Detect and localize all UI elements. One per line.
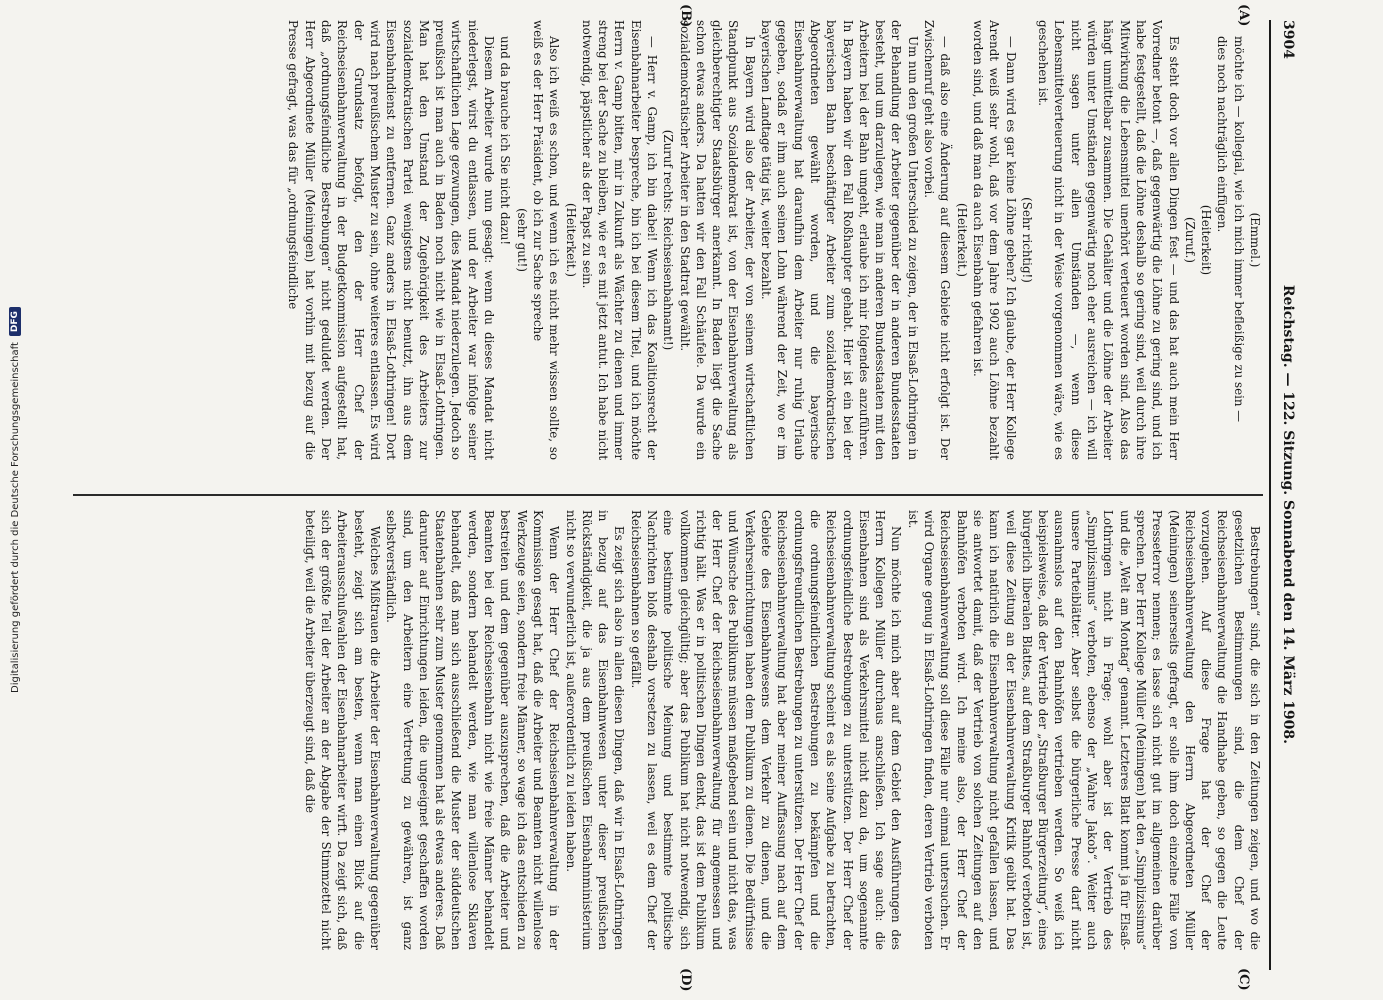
paragraph: (Zuruf.) <box>1182 217 1197 263</box>
paragraph: Es zeigt sich also in allen diesen Dingen, daß wir in Elsaß-Lothringen in bezug auf das Eisenbahnwesen unter dieser preußischen Rückständigkeit, die ja aus dem preußischen Eisenbahnministerium nicht so verwunderlich ist, außerordentlich zu leiden haben. <box>563 510 627 950</box>
header-rule <box>1269 20 1271 970</box>
paragraph: — Dann wird es gar keine Löhne geben? Ich glaube, der Herr Kollege Arendt weiß sehr wohl, daß vor dem Jahre 1902 auch Löhne bezahlt worden sind, und daß man da auch Eisenbahn gefahren ist. <box>970 20 1018 460</box>
left-text-column <box>73 20 1263 460</box>
paragraph: (Zuruf rechts: Reichseisenbahnamt!) <box>661 129 676 351</box>
paragraph: Bestrebungen“ sind, die sich in den Zeitungen zeigen, und wo die gesetzlichen Bestimmungen sind, die dem Chef der Reichseisenbahnverwaltung die Handhabe geben, so gegen die Leute vorzugehen. Auf diese Frage hat der Chef der Reichseisenbahnverwaltung den Herrn Abgeordneten Müller (Meiningen) seinerseits gefragt, er solle ihm doch einzelne Fälle von Presseterror nennen; es lasse sich nicht gut im allgemeinen darüber sprechen. Der Herr Kollege Müller (Meiningen) hat den „Simplizissimus“ und die „Welt am Montag“ genannt. Letzteres Blatt kommt ja für Elsaß-Lothringen nicht in Frage; wohl aber ist der Vertrieb des „Simplizissimus“ verboten, ebenso der „Wahre Jakob“. Weiter auch unsere Parteiblätter. Aber selbst die bürgerliche Presse darf nicht ausnahmslos auf den Bahnhöfen vertrieben werden. So weiß ich beispielsweise, daß der Vertrieb der „Straßburger Bürgerzeitung“, eines bürgerlich liberalen Blattes, auf dem Straßburger Bahnhof verboten ist, weil diese Zeitung an der Eisenbahnverwaltung Kritik geübt hat. Das kann ich natürlich die Eisenbahnverwaltung nicht gefallen lassen, und sie antwortet damit, daß der Vertrieb von solchen Zeitungen auf den Bahnhöfen verboten wird. Ich meine also, der Herr Chef der Reichseisenbahnverwaltung soll diese Fälle nur einmal untersuchen. Er wird Organe genug in Elsaß-Lothringen finden, deren Vertrieb verboten ist. <box>905 510 1262 950</box>
paragraph: (Emmel.) <box>1248 212 1262 268</box>
paragraph: Welches Mißtrauen die Arbeiter der Eisenbahnverwaltung gegenüber besteht, zeigt sich am besten, wenn man einen Blick auf die Arbeiterausschußwahlen der Eisenbahnarbeiter wirft. Da zeigt sich, daß sich der größte Teil der Arbeiter an der Abgabe der Stimmzettel nicht beteiligt, weil die Arbeiter überzeugt sind, daß die <box>302 510 382 950</box>
page-number: 3904 <box>1280 20 1296 59</box>
paragraph: möchte ich — kollegial, wie ich mich immer befleißige zu sein — <box>1231 36 1246 423</box>
paragraph: Um nun den großen Unterschied zu zeigen, der in Elsaß-Lothringen in der Behandlung der Arbeiter gegenüber der in anderen Bundesstaaten besteht, und um darzulegen, wie man in anderen Bundesstaaten mit den Arbeitern bei der Bahn umgeht, erlaube ich mir folgendes anzuführen. In Bayern haben wir den Fall Roßhaupter gehabt. Hier ist ein bei der bayerischen Bahn beschäftigter Arbeiter zum sozialdemokratischen Abgeordneten gewählt worden, und die bayerische Eisenbahnverwaltung hat daraufhin dem Arbeiter nur ruhig Urlaub gegeben, sodaß er ihm auch seinen Lohn während der Zeit, wo er im bayerischen Landtage tätig ist, weiter bezahlt. <box>759 20 920 460</box>
margin-mark-b: (B) <box>678 4 693 28</box>
paragraph: (Heiterkeit.) <box>563 202 578 277</box>
dfg-logo: DFG <box>9 307 21 336</box>
paragraph: — Herr v. Gamp, ich bin dabei! Wenn ich das Koalitionsrecht der Eisenbahnarbeiter bespreche, bin ich bei diesem Titel, und ich möchte Herrn v. Gamp bitten, mir in Zukunft als Wächter zu dienen und immer streng bei der Sache zu bleiben, wie er es mit jetzt antut. Ich habe nicht notwendig, päpstlicher als der Papst zu sein. <box>579 20 660 460</box>
running-title: Reichstag. — 122. Sitzung. Sonnabend den 14. März 1908. <box>1280 284 1296 745</box>
column-divider <box>73 494 1263 496</box>
margin-mark-c: (C) <box>1236 968 1251 991</box>
paragraph: Diesem Arbeiter wurde nun gesagt: wenn du dieses Mandat nicht niederlegst, wirst du entlassen, und der Arbeiter war infolge seiner wirtschaftlichen Lage gezwungen, dies Mandat niederzulegen. Jedoch so preußisch ist man auch in Baden noch nicht wie in Elsaß-Lothringen. Man hat den Umstand der Zugehörigkeit des Arbeiters zur sozialdemokratischen Partei wenigstens nicht benutzt, ihn aus dem Eisenbahndienst zu entfernen. Ganz anders in Elsaß-Lothringen! Dort wird nach preußischem Muster zu sein, ohne weiteres entlassen. Es wird der Grundsatz befolgt, den der Herr Chef der Reichseisenbahnverwaltung in der Budgetkommission aufgestellt hat, daß „ordnungsfeindliche Bestrebungen“ nicht geduldet werden. Der Herr Abgeordnete Müller (Meiningen) hat vorhin mit bezug auf die Presse gefragt, was das für „ordnungsfeindliche <box>286 20 497 460</box>
paragraph: — daß also eine Änderung auf diesem Gebiete nicht erfolgt ist. Der Zwischenruf geht also vorbei. <box>922 20 953 460</box>
paragraph: (Heiterkeit.) <box>954 202 969 277</box>
right-text-column <box>73 510 1263 950</box>
footer-credit: Digitalisierung gefördert durch die Deutsche Forschungsgemeinschaft <box>9 342 21 693</box>
paragraph: Nun möchte ich mich aber auf dem Gebiet den Ausführungen des Herrn Kollegen Müller durchaus anschließen. Ich sage auch: die Eisenbahnen sind als Verkehrsmittel nicht dazu da, um sogenannte ordnungsfeindliche Bestrebungen zu unterstützen. Der Herr Chef der Reichseisenbahnverwaltung scheint es als seine Aufgabe zu betrachten, die ordnungsfeindlichen Bestrebungen zu bekämpfen und die ordnungsfreundlichen Bestrebungen zu unterstützen. Der Herr Chef der Reichseisenbahnverwaltung hat aber meiner Auffassung nach auf dem Gebiete des Eisenbahnwesens dem Verkehr zu dienen, und die Verkehrseinrichtungen haben dem Publikum zu dienen. Die Bedürfnisse und Wünsche des Publikums müssen maßgebend sein und nicht das, was der Herr Chef der Reichseisenbahnverwaltung für angemessen und richtig hält. Was er in politischen Dingen denkt, das ist dem Publikum vollkommen gleichgültig; aber das Publikum hat nicht notwendig, sich eine bestimmte politische Meinung und bestimmte politische Nachrichten bloß deshalb vorsetzen zu lassen, weil es dem Chef der Reichseisenbahnen so gefällt. <box>628 510 904 950</box>
paragraph: (Heiterkeit) <box>1199 204 1214 276</box>
paragraph: und da brauche ich Sie nicht dazu! <box>498 36 513 246</box>
paragraph: Also ich weiß es schon, und wenn ich es nicht mehr wissen sollte, so weiß es der Herr Präsident, ob ich zur Sache spreche <box>530 20 562 460</box>
page-header <box>1273 20 1303 970</box>
digitization-footer <box>0 0 30 1000</box>
paragraph: (sehr gut!) <box>514 208 529 272</box>
paragraph: Es steht doch vor allen Dingen fest — und das hat auch mein Herr Vorredner betont —, daß gegenwärtig die Löhne zu gering sind, und ich habe festgestellt, daß die Löhne deshalb so gering sind, weil durch ihre Mitwirkung die Lebensmittel unerhört verteuert worden sind. Also das hängt unmittelbar zusammen. Die Gehälter und die Löhne der Arbeiter würden unter Umständen gegenwärtig noch eher ausreichen — ich will nicht sagen unter allen Umständen —, wenn diese Lebensmittelverteuerung nicht in der Weise vorgenommen wäre, wie es geschehen ist. <box>1036 20 1181 460</box>
paragraph: In Bayern wird also der Arbeiter, der von seinem wirtschaftlichen Standpunkt aus Sozialdemokrat ist, von der Eisenbahnverwaltung als gleichberechtigter Staatsbürger anerkannt. In Baden liegt die Sache schon etwas anders. Da hatten wir den Fall Schäufele. Da wurde ein sozialdemokratischer Arbeiter in den Stadtrat gewählt. <box>677 20 757 460</box>
paragraph: (Sehr richtig!) <box>1019 197 1034 283</box>
paragraph: dies noch nachträglich einfügen. <box>1215 36 1230 233</box>
margin-mark-d: (D) <box>678 968 693 992</box>
margin-mark-a: (A) <box>1236 4 1251 27</box>
paragraph: Wenn der Herr Chef der Reichseisenbahnverwaltung in der Kommission gesagt hat, daß die Arbeiter und Beamten nicht willenlose Werkzeuge seien, sondern freie Männer, so wage ich das entschieden zu bestreiten und dem gegenüber auszusprechen, daß die Arbeiter und Beamten bei der Reichseisenbahn nicht wie freie Männer behandelt werden, sondern behandelt werden, wie man willenlose Sklaven behandelt, daß man sich ausschließend die Muster der süddeutschen Staatenbahnen sehr zum Muster genommen hat als etwas anderes. Daß darunter auf Einrichtungen leiden, die ungeeignet geschaffen worden sind, um den Arbeitern eine Vertretung zu gewähren, ist ganz selbstverständlich. <box>384 510 562 950</box>
